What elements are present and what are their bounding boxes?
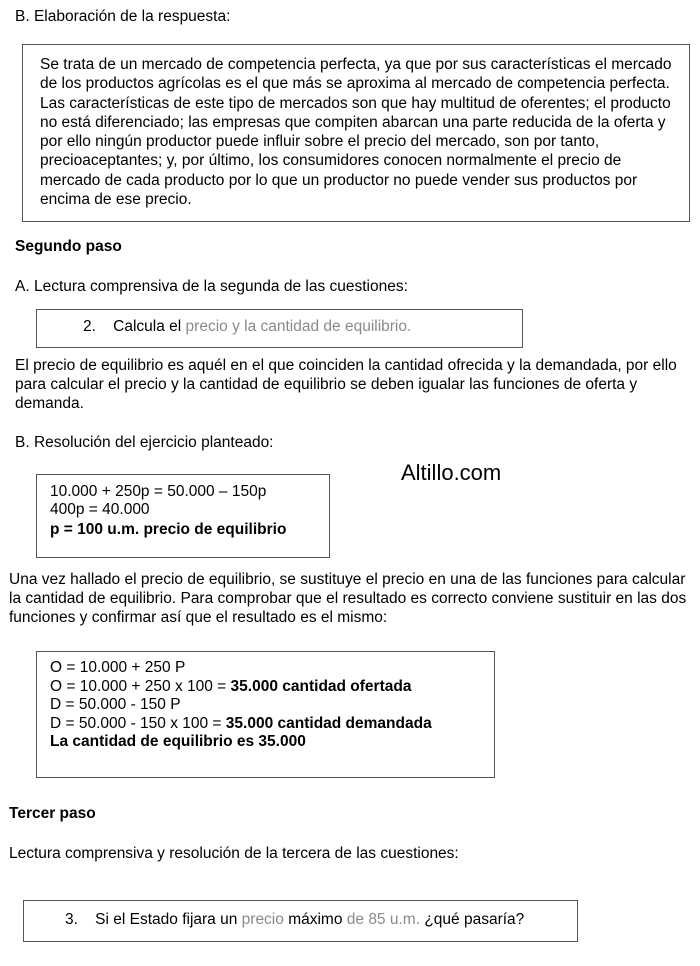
- supply-expression: O = 10.000 + 250 x 100 =: [50, 677, 231, 695]
- demand-result: 35.000 cantidad demandada: [225, 714, 432, 732]
- question-3-part3: máximo: [288, 911, 343, 928]
- demand-expression: D = 50.000 - 150 x 100 =: [50, 714, 226, 732]
- equation-box: [36, 474, 330, 558]
- equilibrium-quantity: La cantidad de equilibrio es 35.000: [50, 733, 306, 750]
- equation-result: p = 100 u.m. precio de equilibrio: [50, 521, 287, 538]
- equation-line-2: 400p = 40.000: [50, 501, 150, 518]
- question-3-part5: ¿qué pasaría?: [424, 911, 525, 928]
- question-3-part2: precio: [241, 911, 284, 928]
- equilibrium-explanation: El precio de equilibrio es aquél en el que coinciden la cantidad ofrecida y la demandada, por ello para calcular el precio y la cantidad de equilibrio se deben igualar las funciones de oferta y demanda.: [15, 357, 677, 412]
- supply-calculation: [50, 678, 432, 697]
- watermark: Altillo.com: [401, 460, 502, 485]
- step-title-segundo: Segundo paso: [15, 238, 122, 255]
- step-title-tercero: Tercer paso: [9, 805, 96, 822]
- substitution-text: Una vez hallado el precio de equilibrio, se sustituye el precio en una de las funciones para calcular la cantidad de equilibrio. Para comprobar que el resultado es correcto conviene sustituir en las dos funciones y confirmar así que el resultado es el mismo:: [9, 571, 687, 626]
- question-3-part1: Si el Estado fijara un: [95, 911, 238, 928]
- question-2-rest: precio y la cantidad de equilibrio.: [185, 318, 412, 335]
- question-2-number: 2.: [83, 318, 96, 335]
- supply-result: 35.000 cantidad ofertada: [230, 677, 412, 695]
- question-2-box: [36, 309, 523, 348]
- question-2: [83, 317, 411, 336]
- question-3-part4: de 85 u.m.: [346, 911, 421, 928]
- resolution-heading: B. Resolución del ejercicio planteado:: [15, 434, 274, 451]
- answer-text: Se trata de un mercado de competencia perfecta, ya que por sus características el mercado de los productos agrícolas es el que más se aproxima al mercado de competencia perfecta. Las características de este tipo de mercados son que hay multitud de oferentes; el producto no está diferenciado; las empresas que compiten abarcan una parte reducida de la oferta y por ello ningún productor puede influir sobre el precio del mercado, son por tanto, precioaceptantes; y, por último, los consumidores conocen normalmente el precio de mercado de cada producto por lo que un productor no puede vender sus productos por encima de ese precio.: [40, 56, 672, 209]
- equation-line-1: 10.000 + 250p = 50.000 – 150p: [50, 483, 267, 500]
- question-2-verb: Calcula el: [113, 318, 182, 335]
- tercero-heading: Lectura comprensiva y resolución de la tercera de las cuestiones:: [9, 845, 459, 862]
- reading-heading: A. Lectura comprensiva de la segunda de las cuestiones:: [15, 278, 408, 295]
- question-3-number: 3.: [65, 911, 78, 928]
- demand-calculation: [50, 715, 432, 734]
- calculation-box: [36, 651, 495, 778]
- question-3: [65, 910, 524, 929]
- answer-heading: B. Elaboración de la respuesta:: [15, 8, 231, 25]
- answer-box: [22, 44, 690, 222]
- question-3-box: [23, 900, 578, 942]
- demand-function: D = 50.000 - 150 P: [50, 696, 181, 713]
- supply-function: O = 10.000 + 250 P: [50, 659, 186, 676]
